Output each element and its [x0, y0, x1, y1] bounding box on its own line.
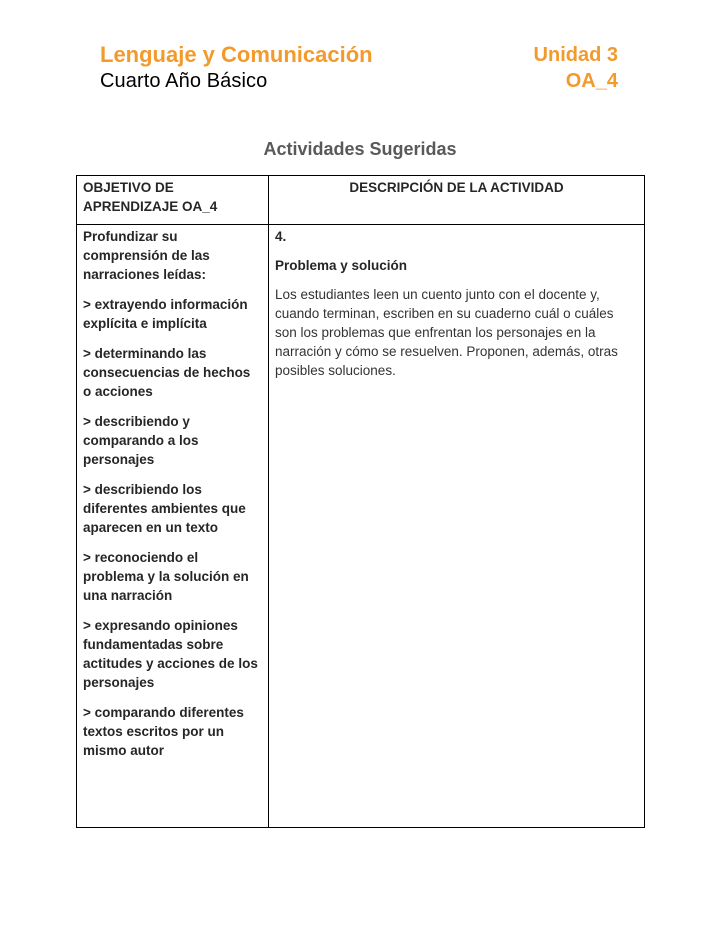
objective-item: > describiendo los diferentes ambientes que aparecen en un texto: [83, 482, 246, 535]
objectives-cell: [77, 225, 269, 828]
objective-item: > describiendo y comparando a los personajes: [83, 414, 199, 467]
activity-title: Problema y solución: [275, 258, 408, 273]
table-row: [77, 225, 645, 828]
objective-column-header: [77, 176, 269, 225]
objective-item: > reconociendo el problema y la solución en una narración: [83, 550, 249, 603]
objective-item: > determinando las consecuencias de hechos o acciones: [83, 346, 251, 399]
description-column-header: DESCRIPCIÓN DE LA ACTIVIDAD: [269, 176, 645, 225]
activity-description: Los estudiantes leen un cuento junto con el docente y, cuando terminan, escriben en su cuaderno cuál o cuáles son los problemas que enfrentan los personajes en la narración y cómo se resuelven. Proponen, además, otras posibles soluciones.: [275, 287, 618, 378]
objective-header-line1: OBJETIVO DE: [83, 180, 174, 195]
table-header-row: [77, 176, 645, 225]
oa-label: OA_4: [565, 70, 618, 92]
header-right: [534, 42, 618, 94]
objective-item: > expresando opiniones fundamentadas sobre actitudes y acciones de los personajes: [83, 618, 258, 690]
subject-title: Lenguaje y Comunicación: [100, 42, 373, 67]
page-header: [100, 42, 620, 98]
objective-item: > extrayendo información explícita e implícita: [83, 297, 248, 331]
grade-title: Cuarto Año Básico: [100, 70, 268, 92]
activity-cell: [269, 225, 645, 828]
objective-item: > comparando diferentes textos escritos por un mismo autor: [83, 705, 244, 758]
section-title: Actividades Sugeridas: [263, 139, 457, 159]
activities-table: [76, 175, 645, 828]
activity-number: 4.: [275, 229, 287, 244]
unit-label: Unidad 3: [533, 44, 618, 66]
objective-item: Profundizar su comprensión de las narraciones leídas:: [83, 229, 210, 282]
objective-header-line2: APRENDIZAJE OA_4: [83, 199, 218, 214]
header-left: [100, 42, 373, 94]
objectives-list: [83, 227, 262, 760]
